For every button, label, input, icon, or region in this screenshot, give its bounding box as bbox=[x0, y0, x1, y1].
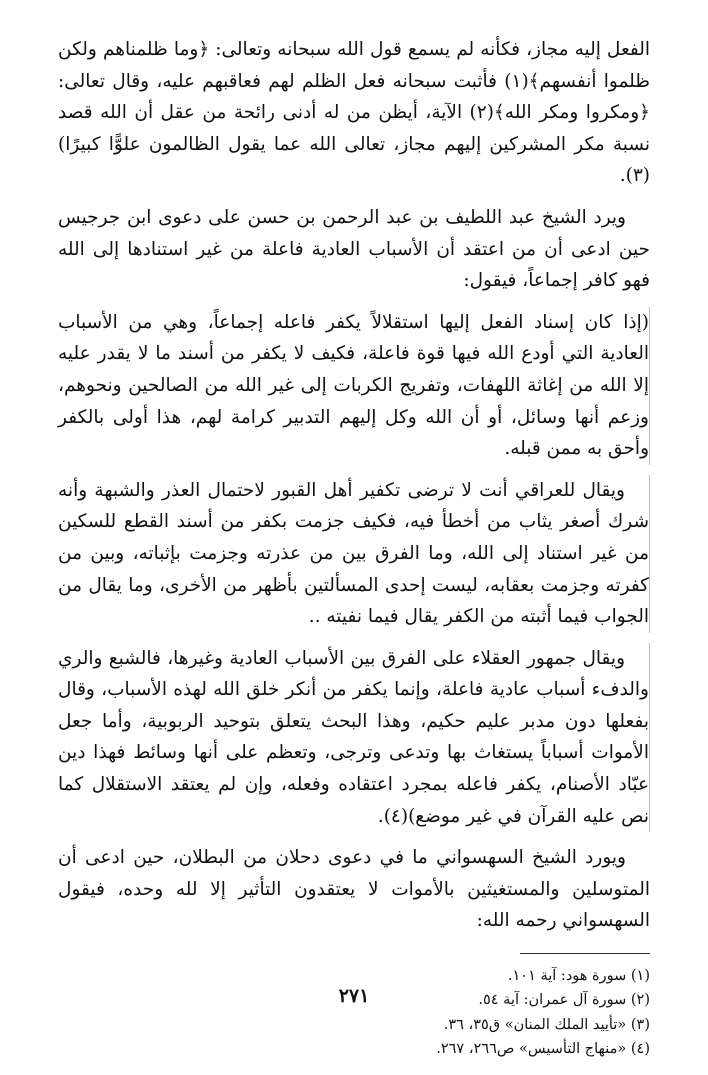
footnote-4: (٤) «منهاج التأسيس» ص٢٦٦، ٢٦٧. bbox=[436, 1041, 650, 1058]
footnote-1: (١) سورة هود: آية ١٠١. bbox=[507, 968, 650, 985]
paragraph-sahaswani-intro: ويورد الشيخ السهسواني ما في دعوى دحلان من البطلان، حين ادعى أن المتوسلين والمستغيثين بالأموات لا يعتقدون التأثير إلا لله وحده، فيقول السهسواني رحمه الله: bbox=[58, 847, 650, 932]
paragraph-abdullatif-quote: (إذا كان إسناد الفعل إليها استقلالاً يكفر فاعله إجماعاً، وهي من الأسباب العادية التي أودع الله فيها قوة فاعلة، فكيف لا يكفر من أسند ما لا يقدر عليه إلا الله من إغاثة اللهفات، وتفريج الكربات إلى غير الله من الصالحين ونحوهم، وزعم أنها وسائل، أو أن الله وكل إليهم التدبير كرامة لهم، هذا أولى بالكفر وأحق به ممن قبله. bbox=[58, 307, 650, 465]
paragraph-abdullatif-intro: ويرد الشيخ عبد اللطيف بن عبد الرحمن بن حسن على دعوى ابن جرجيس حين ادعى أن من اعتقد أن الأسباب العادية فاعلة من غير استنادها إلى الله فهو كافر إجماعاً، فيقول: bbox=[58, 206, 650, 292]
page-number: ٢٧١ bbox=[338, 985, 370, 1007]
footnotes bbox=[58, 964, 650, 1062]
footnote-2: (٢) سورة آل عمران: آية ٥٤. bbox=[478, 992, 650, 1009]
footnote-3: (٣) «تأييد الملك المنان» ق٣٥، ٣٦. bbox=[443, 1016, 650, 1033]
paragraph-causes-distinction: ويقال جمهور العقلاء على الفرق بين الأسباب العادية وغيرها، فالشبع والري والدفء أسباب عادية فاعلة، وإنما يكفر من أنكر خلق الله لهذه الأسباب، وقال بفعلها دون مدبر عليم حكيم، وهذا البحث يتعلق بتوحيد الربوبية، وأما جعل الأموات أسباباً يستغاث بها وتدعى وترجى، وتعظم على أنها وسائط فهذا دين عبّاد الأصنام، يكفر فاعله بمجرد اعتقاده وفعله، وإن لم يعتقد الاستقلال كما نص عليه القرآن في غير موضع)(٤). bbox=[58, 643, 650, 833]
paragraph-quote-continuation: الفعل إليه مجاز، فكأنه لم يسمع قول الله سبحانه وتعالى: ﴿وما ظلمناهم ولكن ظلموا أنفسهم﴾(١) فأثبت سبحانه فعل الظلم لهم فعاقبهم عليه، وقال تعالى: ﴿ومكروا ومكر الله﴾(٢) الآية، أيظن من له أدنى رائحة من عقل أن الله قصد نسبة مكر المشركين إليهم مجاز، تعالى الله عما يقول الظالمون علوًّا كبيرًا)(٣). bbox=[58, 39, 651, 187]
footnote-divider bbox=[520, 953, 650, 954]
paragraph-iraqi-reply: ويقال للعراقي أنت لا ترضى تكفير أهل القبور لاحتمال العذر والشبهة وأنه شرك أصغر يثاب من أخطأ فيه، فكيف جزمت بكفر من أسند القطع للسكين من غير استناد إلى الله، وما الفرق بين من عذرته وجزمت بإثباته، وبين من كفرته وجزمت بعقابه، ليست إحدى المسألتين بأظهر من الأخرى، وما يقال من الجواب فيما أثبته من الكفر يقال فيما نفيته .. bbox=[58, 475, 650, 633]
